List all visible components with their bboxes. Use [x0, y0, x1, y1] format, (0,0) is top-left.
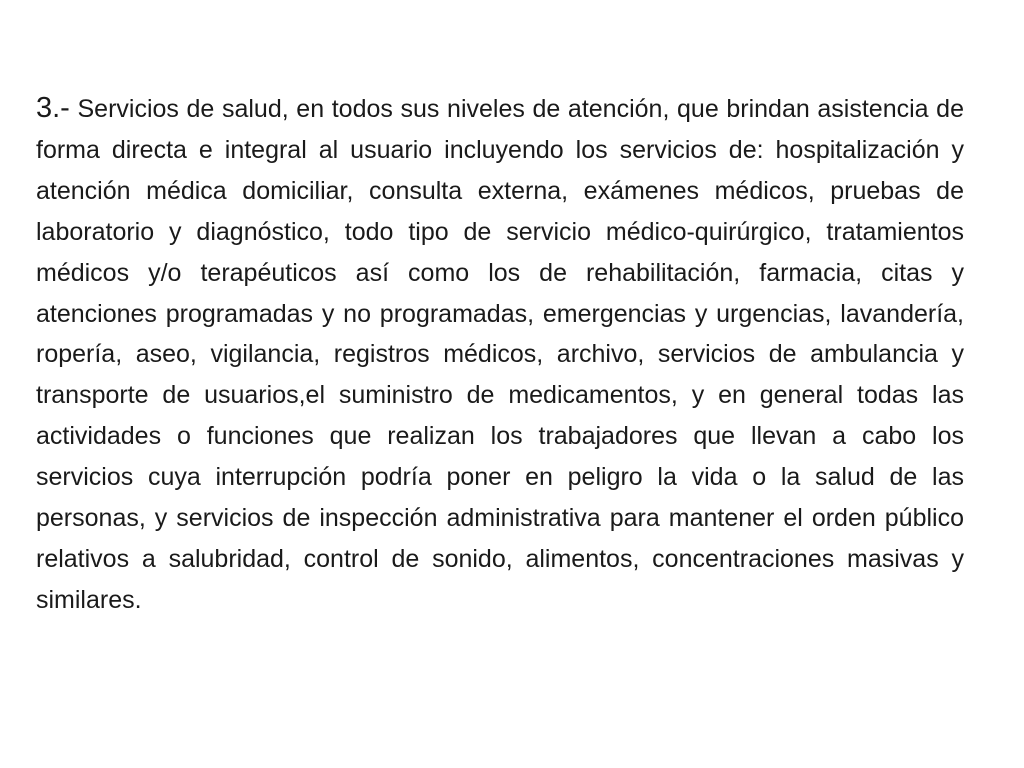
slide-paragraph [36, 88, 964, 621]
item-number: 3.- [36, 92, 70, 124]
paragraph-text: Servicios de salud, en todos sus niveles de atención, que brindan asistencia de forma directa e integral al usuario incluyendo los servicios de: hospitalización y atención médica domiciliar, consulta externa, exámenes médicos, pruebas de laboratorio y diagnóstico, todo tipo de servicio médico-quirúrgico, tratamientos médicos y/o terapéuticos así como los de rehabilitación, farmacia, citas y atenciones programadas y no programadas, emergencias y urgencias, lavandería, ropería, aseo, vigilancia, registros médicos, archivo, servicios de ambulancia y transporte de usuarios,el suministro de medicamentos, y en general todas las actividades o funciones que realizan los trabajadores que llevan a cabo los servicios cuya interrupción podría poner en peligro la vida o la salud de las personas, y servicios de inspección administrativa para mantener el orden público relativos a salubridad, control de sonido, alimentos, concentraciones masivas y similares. [36, 95, 964, 614]
